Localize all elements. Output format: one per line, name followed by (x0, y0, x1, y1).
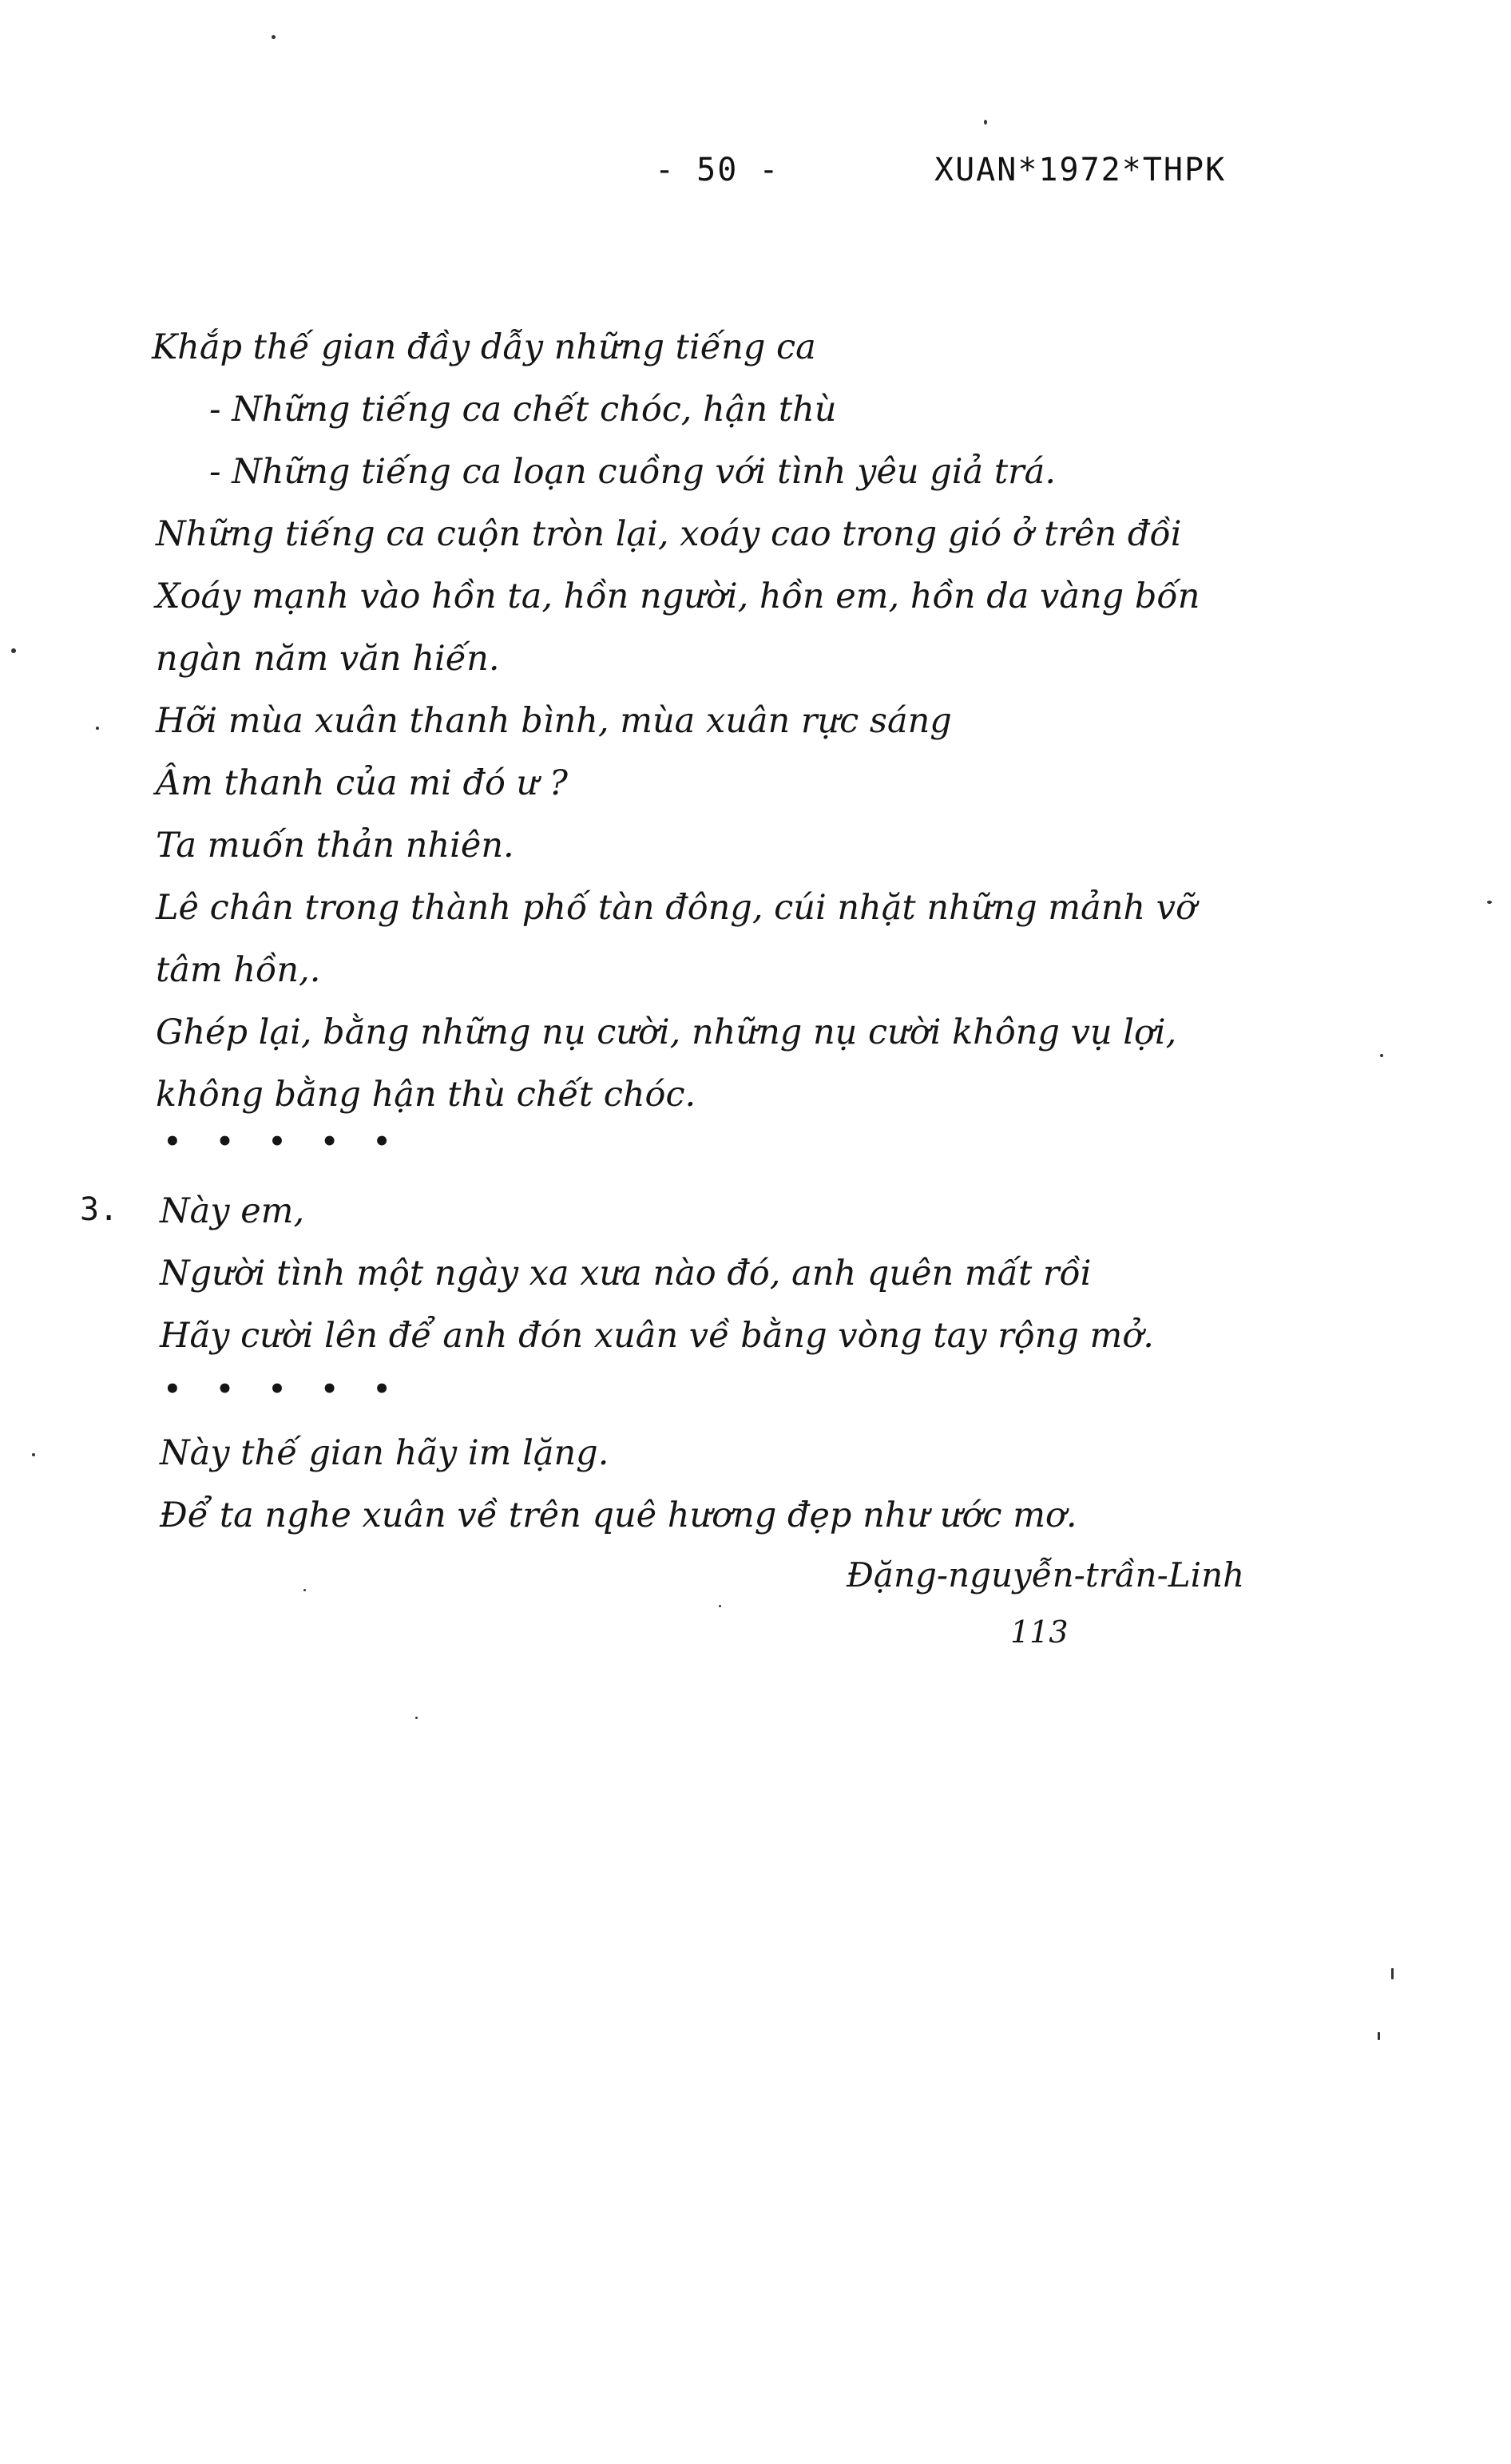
poem-line-13: không bằng hận thù chết chóc. (156, 1075, 696, 1115)
poem-line-2: - Những tiếng ca chết chóc, hận thù (209, 390, 837, 430)
poem-line-6: ngàn năm văn hiến. (156, 639, 500, 679)
scan-speck (11, 648, 16, 653)
scan-speck (719, 1605, 721, 1607)
section-line-3: Hãy cười lên để anh đón xuân về bằng vòng tay rộng mở. (160, 1316, 1154, 1356)
separator-dots: • • • • • (164, 1373, 404, 1405)
scan-speck (303, 1589, 306, 1591)
scan-speck (1378, 2032, 1380, 2040)
separator-dots: • • • • • (164, 1126, 404, 1158)
scan-speck (1380, 1054, 1383, 1057)
poem-line-10: Lê chân trong thành phố tàn đông, cúi nhặt những mảnh vỡ (156, 888, 1196, 928)
scan-speck (272, 35, 276, 39)
closing-line-2: Để ta nghe xuân về trên quê hương đẹp như ước mơ. (160, 1495, 1077, 1535)
poem-line-4: Những tiếng ca cuộn tròn lại, xoáy cao trong gió ở trên đồi (156, 514, 1182, 554)
author-signature: Đặng-nguyễn-trần-Linh (847, 1555, 1245, 1594)
poem-line-5: Xoáy mạnh vào hồn ta, hồn người, hồn em, hồn da vàng bốn (156, 576, 1200, 616)
closing-line-1: Này thế gian hãy im lặng. (160, 1433, 609, 1473)
section-line-1: Này em, (160, 1191, 305, 1231)
section-line-2: Người tình một ngày xa xưa nào đó, anh quên mất rồi (160, 1254, 1092, 1293)
scan-speck (32, 1453, 35, 1456)
scan-speck (1391, 1968, 1394, 1979)
poem-line-3: - Những tiếng ca loạn cuồng với tình yêu giả trá. (209, 452, 1056, 492)
section-number: 3. (80, 1191, 119, 1228)
poem-line-11: tâm hồn,. (156, 950, 321, 990)
poem-line-7: Hỡi mùa xuân thanh bình, mùa xuân rực sáng (156, 701, 952, 741)
scan-speck (96, 727, 99, 730)
issue-label: XUAN*1972*THPK (934, 152, 1227, 188)
poem-line-12: Ghép lại, bằng những nụ cười, những nụ cười không vụ lợi, (156, 1012, 1177, 1052)
page-header (0, 152, 1511, 200)
poem-line-8: Âm thanh của mi đó ư ? (156, 763, 568, 803)
page-number: - 50 - (655, 152, 780, 188)
signature-note: 113 (1010, 1614, 1069, 1650)
scan-speck (984, 120, 987, 125)
poem-line-9: Ta muốn thản nhiên. (156, 826, 514, 866)
scan-speck (1487, 901, 1492, 904)
scan-speck (415, 1717, 418, 1719)
poem-line-1: Khắp thế gian đầy dẫy những tiếng ca (152, 327, 816, 367)
